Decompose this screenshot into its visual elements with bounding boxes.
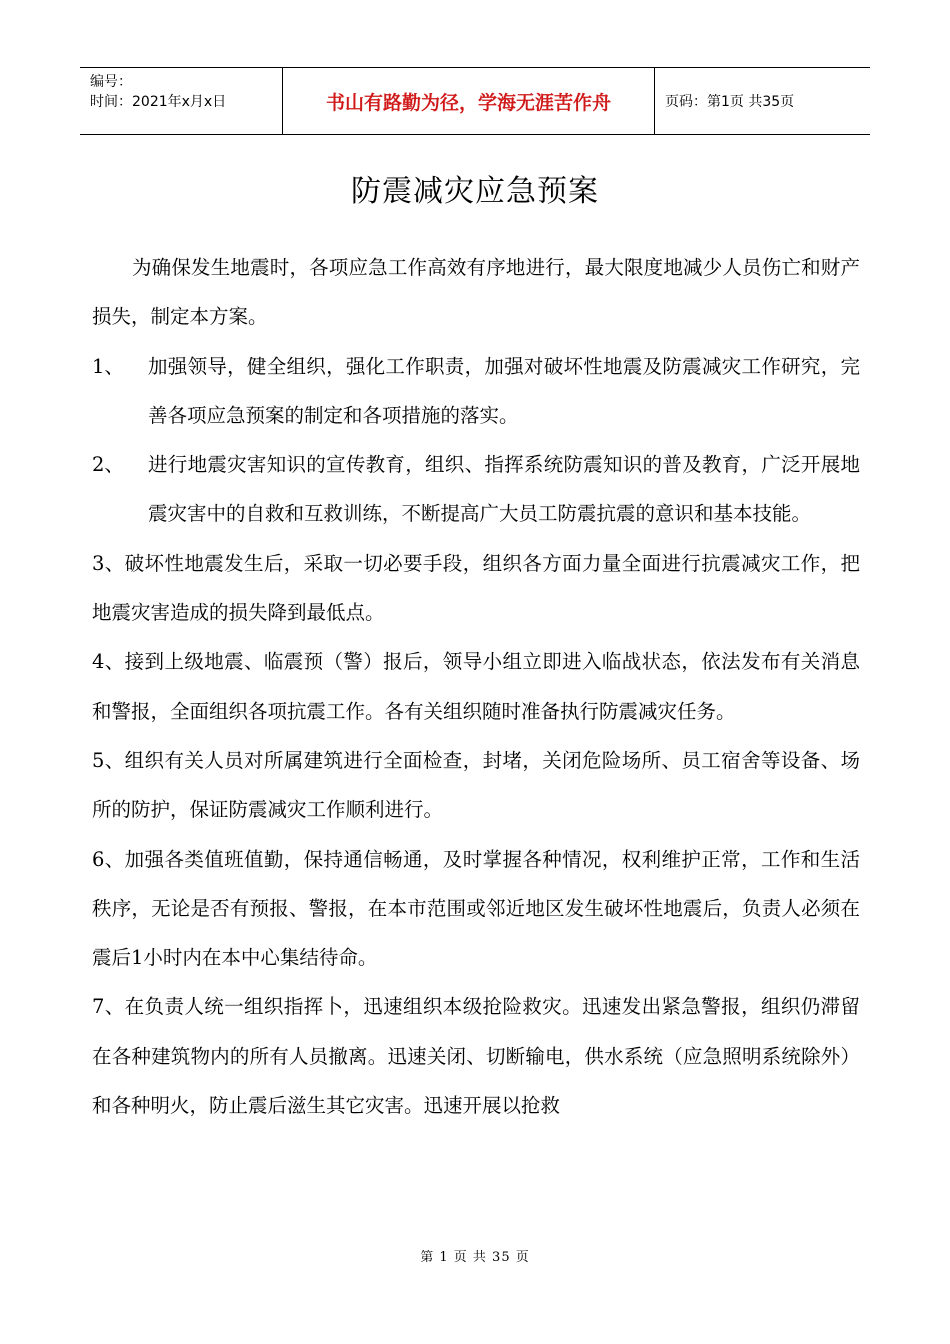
page-footer: 第 1 页 共 35 页 [420, 1250, 530, 1265]
code-label: 编号： [90, 74, 132, 90]
document-header [80, 67, 870, 135]
paragraph-4: 4、接到上级地震、临震预（警）报后，领导小组立即进入临战状态，依法发布有关消息和警报，全面组织各项抗震工作。各有关组织随时准备执行防震减灾任务。 [92, 650, 860, 723]
list-item-number: 1、 [92, 354, 124, 378]
header-page-info: 页码：第1页 共35页 [665, 94, 795, 110]
list-item-text: 进行地震灾害知识的宣传教育，组织、指挥系统防震知识的普及教育，广泛开展地震灾害中的自救和互救训练，不断提高广大员工防震抗震的意识和基本技能。 [148, 453, 860, 526]
header-motto: 书山有路勤为径，学海无涯苦作舟 [282, 68, 655, 134]
paragraph-5: 5、组织有关人员对所属建筑进行全面检查，封堵，关闭危险场所、员工宿舍等设备、场所的防护，保证防震减灾工作顺利进行。 [92, 748, 860, 822]
paragraph-7: 7、在负责人统一组织指挥卜，迅速组织本级抢险救灾。迅速发出紧急警报，组织仍滞留在各种建筑物内的所有人员撤离。迅速关闭、切断输电，供水系统（应急照明系统除外）和各种明火，防止震后滋生其它灾害。迅速开展以抢救 [92, 995, 860, 1118]
paragraph-3: 3、破坏性地震发生后，采取一切必要手段，组织各方面力量全面进行抗震减灾工作，把地震灾害造成的损失降到最低点。 [92, 551, 860, 625]
document-body [92, 243, 860, 1130]
paragraph-6: 6、加强各类值班值勤，保持通信畅通，及时掌握各种情况，权利维护正常，工作和生活秩序，无论是否有预报、警报，在本市范围或邻近地区发生破坏性地震后，负责人必须在震后1小时内在本中心集结待命。 [92, 847, 860, 970]
list-item [92, 440, 860, 539]
document-title: 防震减灾应急预案 [351, 174, 599, 209]
time-label: 时间：2021年x月x日 [90, 94, 227, 110]
list-item-text: 加强领导，健全组织，强化工作职责，加强对破坏性地震及防震减灾工作研究，完善各项应急预案的制定和各项措施的落实。 [148, 354, 860, 427]
list-item [92, 342, 860, 441]
header-meta [80, 68, 282, 134]
intro-paragraph: 为确保发生地震时，各项应急工作高效有序地进行，最大限度地减少人员伤亡和财产损失，制定本方案。 [92, 256, 860, 329]
list-item-number: 2、 [92, 453, 124, 477]
